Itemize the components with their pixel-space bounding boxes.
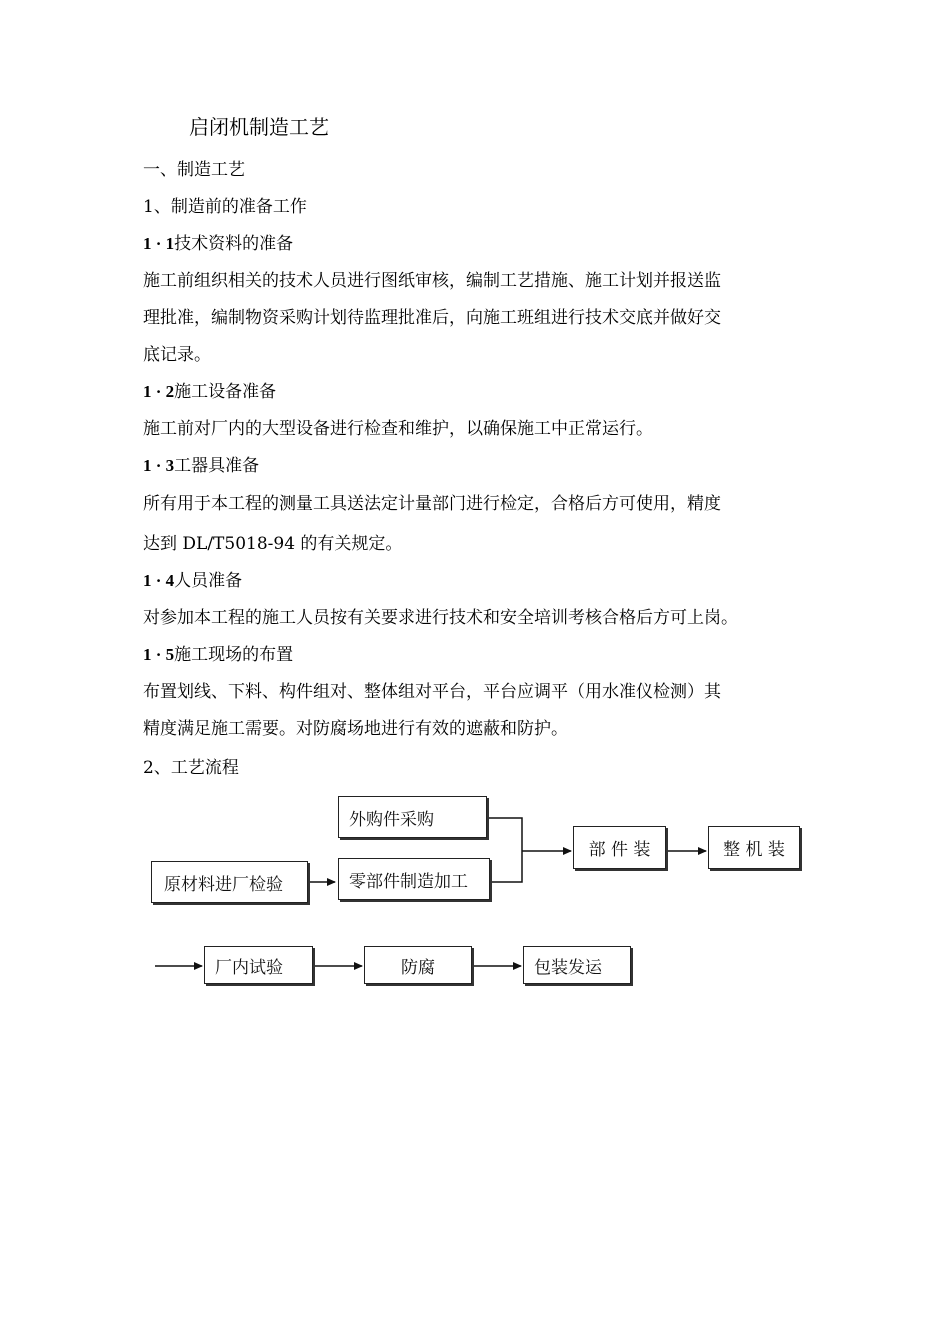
flow-box-packing-shipping xyxy=(523,946,631,984)
flow-label: 零部件制造加工 xyxy=(349,871,468,892)
flow-label: 外购件采购 xyxy=(349,809,434,830)
item-heading-text: 施工设备准备 xyxy=(174,382,277,402)
flow-label: 部 件 装 xyxy=(588,840,651,860)
flow-label: 厂内试验 xyxy=(215,957,283,978)
subsection-heading-process-flow: 2、工艺流程 xyxy=(143,758,239,778)
flow-box-parts-machining xyxy=(338,858,490,900)
paragraph-line: 所有用于本工程的测量工具送法定计量部门进行检定，合格后方可使用，精度 xyxy=(143,494,721,514)
flow-label: 包装发运 xyxy=(534,957,602,978)
flow-label: 防腐 xyxy=(401,957,435,978)
paragraph-line: 施工前对厂内的大型设备进行检查和维护，以确保施工中正常运行。 xyxy=(143,419,653,439)
flow-box-purchase xyxy=(338,796,487,838)
flow-box-anticorrosion xyxy=(364,946,472,984)
document-title: 启闭机制造工艺 xyxy=(189,115,329,139)
paragraph-line: 达到 DL/T5018-94 的有关规定。 xyxy=(143,534,403,554)
flow-label: 原材料进厂检验 xyxy=(164,874,283,895)
flow-box-raw-inspection xyxy=(151,861,308,903)
paragraph-line: 理批准，编制物资采购计划待监理批准后，向施工班组进行技术交底并做好交 xyxy=(143,308,721,328)
item-number: 1 · 1 xyxy=(143,234,175,253)
flow-box-factory-test xyxy=(204,946,313,984)
item-number: 1 · 4 xyxy=(143,571,175,590)
paragraph-line: 底记录。 xyxy=(143,345,211,365)
flow-box-complete-assembly xyxy=(708,826,800,869)
item-heading-1-3 xyxy=(143,456,259,476)
item-heading-1-1 xyxy=(143,234,293,254)
item-heading-text: 人员准备 xyxy=(174,571,243,591)
item-heading-text: 技术资料的准备 xyxy=(174,234,294,254)
item-heading-text: 工器具准备 xyxy=(174,456,260,476)
connector-purchase xyxy=(488,818,522,851)
item-heading-1-2 xyxy=(143,382,276,402)
section-heading-manufacturing: 一、制造工艺 xyxy=(143,160,245,180)
flow-label: 整 机 装 xyxy=(723,840,785,860)
item-number: 1 · 5 xyxy=(143,645,175,664)
item-number: 1 · 3 xyxy=(143,456,175,475)
item-heading-1-5 xyxy=(143,645,293,665)
flow-box-component-assembly xyxy=(573,826,666,869)
subsection-heading-preparation: 1、制造前的准备工作 xyxy=(143,197,307,217)
paragraph-line: 对参加本工程的施工人员按有关要求进行技术和安全培训考核合格后方可上岗。 xyxy=(143,608,738,628)
paragraph-line: 精度满足施工需要。对防腐场地进行有效的遮蔽和防护。 xyxy=(143,719,568,739)
paragraph-line: 布置划线、下料、构件组对、整体组对平台，平台应调平（用水准仪检测）其 xyxy=(143,682,721,702)
item-number: 1 · 2 xyxy=(143,382,175,401)
item-heading-text: 施工现场的布置 xyxy=(174,645,294,665)
paragraph-line: 施工前组织相关的技术人员进行图纸审核，编制工艺措施、施工计划并报送监 xyxy=(143,271,721,291)
item-heading-1-4 xyxy=(143,571,242,591)
connector-machining xyxy=(490,851,522,882)
